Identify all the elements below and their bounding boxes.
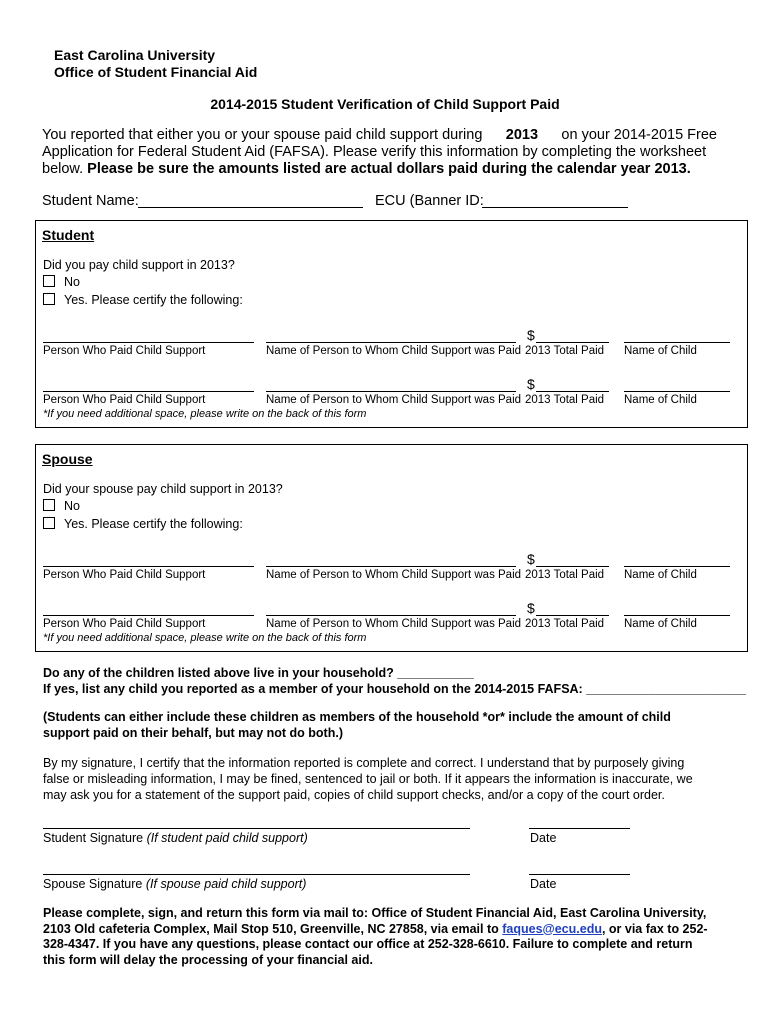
spouse-row2-person-field[interactable] — [43, 615, 254, 616]
student-row2-total-field[interactable] — [536, 391, 609, 392]
spouse-signature-note: (If spouse paid child support) — [145, 877, 307, 891]
spouse-yes-label: Yes. Please certify the following: — [64, 517, 243, 531]
intro-paragraph — [42, 127, 717, 178]
student-name-field[interactable] — [138, 207, 363, 208]
office-name: Office of Student Financial Aid — [54, 64, 258, 80]
intro-line1-post: on your 2014-2015 Free — [561, 127, 717, 143]
spouse-row2-total-label: 2013 Total Paid — [525, 618, 605, 630]
student-question: Did you pay child support in 2013? — [43, 258, 235, 272]
student-yes-checkbox[interactable] — [43, 293, 55, 305]
household-question-1: Do any of the children listed above live in your household? ___________ — [43, 666, 474, 680]
university-name: East Carolina University — [54, 47, 216, 63]
footer-line1: Please complete, sign, and return this form via mail to: Office of Student Financial Aid, East Carolina University, — [43, 906, 707, 920]
certify-line2: false or misleading information, I may be fined, sentenced to jail or both. If it appears the information is inaccurate, we — [43, 772, 693, 786]
spouse-date-field[interactable] — [529, 874, 630, 875]
student-date-label: Date — [530, 831, 557, 845]
spouse-row1-total-label: 2013 Total Paid — [525, 569, 605, 581]
spouse-row1-total-field[interactable] — [536, 566, 609, 567]
student-row2-person-field[interactable] — [43, 391, 254, 392]
spouse-yes-checkbox[interactable] — [43, 517, 55, 529]
student-row2-name-field[interactable] — [266, 391, 516, 392]
household-question-2: If yes, list any child you reported as a member of your household on the 2014-2015 FAFSA: _______________________ — [43, 682, 747, 696]
spouse-row2-person-label: Person Who Paid Child Support — [43, 618, 206, 630]
footer-line2-post: , or via fax to 252- — [601, 921, 708, 936]
student-row2-dollar: $ — [527, 376, 535, 392]
student-note: *If you need additional space, please write on the back of this form — [43, 408, 367, 420]
ecu-id-field[interactable] — [482, 207, 628, 208]
student-row1-child-label: Name of Child — [624, 345, 697, 357]
spouse-row1-name-field[interactable] — [266, 566, 516, 567]
email-link[interactable]: faques@ecu.edu — [502, 921, 602, 936]
ecu-id-label: ECU (Banner ID: — [375, 193, 484, 209]
student-no-checkbox[interactable] — [43, 275, 55, 287]
footer-line4: this form will delay the processing of your financial aid. — [43, 952, 373, 967]
student-row1-person-field[interactable] — [43, 342, 254, 343]
spouse-row2-child-label: Name of Child — [624, 618, 697, 630]
spouse-row2-name-label: Name of Person to Whom Child Support was Paid — [266, 618, 522, 630]
spouse-row2-dollar: $ — [527, 600, 535, 616]
student-signature-label: Student Signature — [43, 831, 144, 845]
student-row1-person-label: Person Who Paid Child Support — [43, 345, 206, 357]
student-yes-label: Yes. Please certify the following: — [64, 293, 243, 307]
certify-line1: By my signature, I certify that the information reported is complete and correct. I understand that by purposely giving — [43, 756, 685, 770]
student-row2-child-field[interactable] — [624, 391, 730, 392]
student-option-no[interactable] — [43, 275, 80, 289]
student-signature-note: (If student paid child support) — [146, 831, 308, 845]
student-no-label: No — [64, 275, 80, 289]
student-section-title: Student — [42, 227, 95, 243]
spouse-row1-dollar: $ — [527, 551, 535, 567]
spouse-row2-name-field[interactable] — [266, 615, 516, 616]
spouse-question: Did your spouse pay child support in 2013? — [43, 482, 283, 496]
spouse-no-checkbox[interactable] — [43, 499, 55, 511]
spouse-row2-child-field[interactable] — [624, 615, 730, 616]
student-date-field[interactable] — [529, 828, 630, 829]
intro-line2: Application for Federal Student Aid (FAFSA). Please verify this information by completing the worksheet — [42, 144, 707, 160]
household-note-line1: (Students can either include these children as members of the household *or* include the amount of child — [43, 710, 671, 724]
student-row2-person-label: Person Who Paid Child Support — [43, 394, 206, 406]
footer-line3: 328-4347. If you have any questions, please contact our office at 252-328-6610. Failure to complete and return — [43, 937, 693, 951]
spouse-date-label: Date — [530, 877, 557, 891]
spouse-signature-field[interactable] — [43, 874, 470, 875]
footer-line2-pre: 2103 Old cafeteria Complex, Mail Stop 510, Greenville, NC 27858, via email to — [43, 921, 499, 936]
student-signature-caption — [43, 831, 308, 845]
spouse-no-label: No — [64, 499, 80, 513]
intro-line3-pre: below. — [42, 161, 84, 177]
certify-line3: may ask you for a statement of the support paid, copies of child support checks, and/or a copy of the court order. — [43, 788, 665, 802]
student-row1-name-label: Name of Person to Whom Child Support was Paid — [266, 345, 522, 357]
student-row1-total-field[interactable] — [536, 342, 609, 343]
spouse-row2-total-field[interactable] — [536, 615, 609, 616]
student-name-label: Student Name: — [42, 193, 139, 209]
intro-year: 2013 — [505, 127, 539, 143]
spouse-option-no[interactable] — [43, 499, 80, 513]
student-row1-name-field[interactable] — [266, 342, 516, 343]
spouse-option-yes[interactable] — [43, 517, 243, 531]
spouse-signature-caption — [43, 877, 306, 891]
spouse-row1-person-label: Person Who Paid Child Support — [43, 569, 206, 581]
student-row2-name-label: Name of Person to Whom Child Support was Paid — [266, 394, 522, 406]
spouse-row1-child-field[interactable] — [624, 566, 730, 567]
spouse-signature-label: Spouse Signature — [43, 877, 143, 891]
spouse-note: *If you need additional space, please write on the back of this form — [43, 632, 367, 644]
spouse-row1-child-label: Name of Child — [624, 569, 697, 581]
student-row1-child-field[interactable] — [624, 342, 730, 343]
student-row2-child-label: Name of Child — [624, 394, 697, 406]
household-note — [43, 709, 671, 741]
intro-line1-pre: You reported that either you or your spouse paid child support during — [42, 127, 483, 143]
student-row1-dollar: $ — [527, 327, 535, 343]
certification-text — [43, 755, 693, 803]
student-row1-total-label: 2013 Total Paid — [525, 345, 605, 357]
student-signature-field[interactable] — [43, 828, 470, 829]
spouse-section-title: Spouse — [42, 451, 93, 467]
return-instructions — [43, 906, 708, 968]
form-title: 2014-2015 Student Verification of Child Support Paid — [210, 96, 560, 112]
intro-line3-bold: Please be sure the amounts listed are actual dollars paid during the calendar year 2013. — [87, 161, 691, 177]
student-row2-total-label: 2013 Total Paid — [525, 394, 605, 406]
household-note-line2: support paid on their behalf, but may not do both.) — [43, 726, 343, 740]
spouse-row1-name-label: Name of Person to Whom Child Support was Paid — [266, 569, 522, 581]
student-option-yes[interactable] — [43, 293, 243, 307]
spouse-row1-person-field[interactable] — [43, 566, 254, 567]
